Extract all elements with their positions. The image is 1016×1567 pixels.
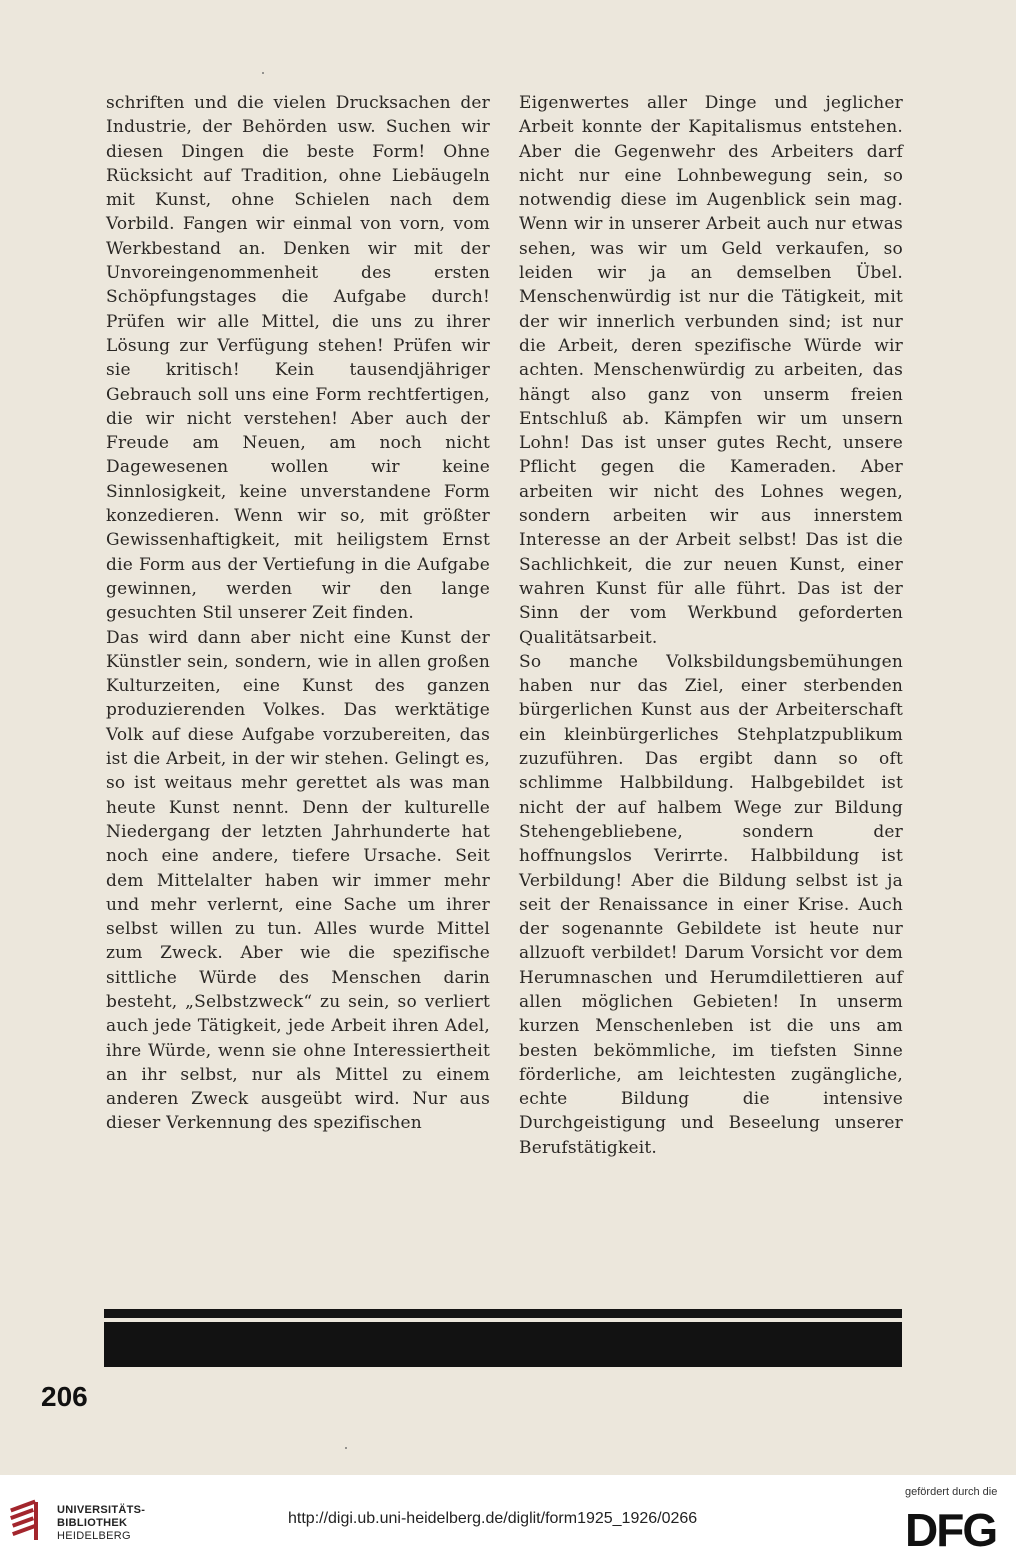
- paragraph: Das wird dann aber nicht eine Kunst der Künstler sein, sondern, wie in allen großen Kulturzeiten, eine Kunst des ganzen produzierenden Volkes. Das werktätige Volk auf diese Aufgabe vorzubereiten, das ist die Arbeit, in der wir stehen. Gelingt es, so ist weitaus mehr gerettet als was man heute Kunst nennt. Denn der kulturelle Niedergang der letzten Jahrhunderte hat noch eine andere, tiefere Ursache. Seit dem Mittelalter haben wir immer mehr und mehr verlernt, eine Sache um ihrer selbst willen zu tun. Alles wurde Mittel zum Zweck. Aber wie die spezifische sittliche Würde des Menschen darin besteht, „Selbstzweck“ zu sein, so verliert auch jede Tätigkeit, jede Arbeit ihren Adel, ihre Würde, wenn sie ohne Interessiertheit an ihr selbst, nur als Mittel zu einem anderen Zweck ausgeübt wird. Nur aus dieser Verkennung des spezifischen: [106, 627, 490, 1134]
- source-url-link[interactable]: http://digi.ub.uni-heidelberg.de/diglit/form1925_1926/0266: [288, 1510, 698, 1527]
- left-text-column: [106, 91, 490, 1136]
- library-name: UNIVERSITÄTS- BIBLIOTHEK HEIDELBERG: [57, 1504, 146, 1542]
- speck: [262, 72, 264, 74]
- decorative-black-bar: [104, 1322, 902, 1367]
- right-text-column: [519, 91, 903, 1160]
- page-number: 206: [41, 1381, 88, 1412]
- paragraph: schriften und die vielen Drucksachen der Industrie, der Behörden usw. Suchen wir diesen Dingen die beste Form! Ohne Rücksicht auf Tradition, ohne Liebäugeln mit Kunst, ohne Schielen nach dem Vorbild. Fangen wir einmal von vorn, vom Werkbestand an. Denken wir mit der Unvoreingenommenheit des ersten Schöpfungstages die Aufgabe durch! Prüfen wir alle Mittel, die uns zu ihrer Lösung zur Verfügung stehen! Prüfen wir sie kritisch! Kein tausendjähriger Gebrauch soll uns eine Form rechtfertigen, die wir nicht verstehen! Aber auch der Freude am Neuen, am noch nicht Dagewesenen wollen wir keine Sinnlosigkeit, keine unverstandene Form konzedieren. Wenn wir so, mit größter Gewissenhaftigkeit, mit heiligstem Ernst die Form aus der Vertiefung in die Aufgabe gewinnen, werden wir den lange gesuchten Stil unserer Zeit finden.: [106, 93, 490, 624]
- dfg-logo: DFG: [905, 1504, 997, 1556]
- funding-text: gefördert durch die: [905, 1486, 998, 1498]
- decorative-rule: [104, 1309, 902, 1318]
- paragraph: So manche Volksbildungsbemühungen haben nur das Ziel, einer sterbenden bürgerlichen Kunst aus der Arbeiterschaft ein kleinbürgerliches Stehplatzpublikum zuzuführen. Das ergibt dann so oft schlimme Halbbildung. Halbgebildet ist nicht der auf halbem Wege zur Bildung Stehengebliebene, sondern der hoffnungslos Verirrte. Halbbildung ist Verbildung! Aber die Bildung selbst ist ja seit der Renaissance in einer Krise. Auch der sogenannte Gebildete ist heute nur allzuoft verbildet! Darum Vorsicht vor dem Herumnaschen und Herumdilettieren auf allen möglichen Gebieten! In unserm kurzen Menschenleben ist die uns am besten bekömmliche, im tiefsten Sinne förderliche, am leichtesten zugängliche, echte Bildung die intensive Durchgeistigung und Beseelung unserer Berufstätigkeit.: [519, 651, 903, 1158]
- university-library-logo-icon: [8, 1498, 52, 1544]
- speck: [345, 1447, 347, 1449]
- digitization-footer: [0, 1475, 1016, 1567]
- paragraph: Eigenwertes aller Dinge und jeglicher Arbeit konnte der Kapitalismus entstehen. Aber die Gegenwehr des Arbeiters darf nicht nur eine Lohnbewegung sein, so notwendig diese im Augenblick sein mag. Wenn wir in unserer Arbeit auch nur etwas sehen, was wir um Geld verkaufen, so leiden wir ja an demselben Übel. Menschenwürdig ist nur die Tätigkeit, mit der wir innerlich verbunden sind; ist nur die Arbeit, deren spezifische Würde wir achten. Menschenwürdig zu arbeiten, das hängt also ganz von unserm freien Entschluß ab. Kämpfen wir um unsern Lohn! Das ist unser gutes Recht, unsere Pflicht gegen die Kameraden. Aber arbeiten wir nicht des Lohnes wegen, sondern arbeiten wir aus innerstem Interesse an der Arbeit selbst! Das ist die Sachlichkeit, die zur neuen Kunst, einer wahren Kunst für alle führt. Das ist der Sinn der vom Werkbund geforderten Qualitätsarbeit.: [519, 93, 903, 648]
